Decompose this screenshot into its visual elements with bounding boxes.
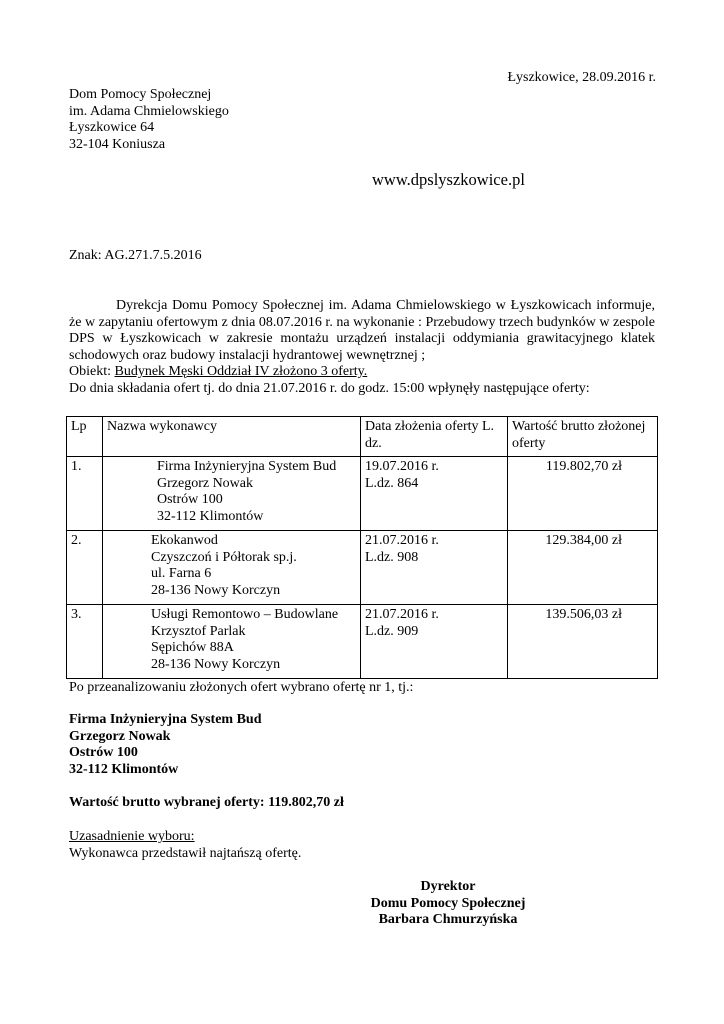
row-contractor [103, 457, 361, 531]
contractor-line: Czyszczoń i Półtorak sp.j. [151, 549, 297, 565]
row-date [361, 457, 508, 531]
selected-offer-total: Wartość brutto wybranej oferty: 119.802,70 zł [69, 795, 344, 810]
justification [69, 829, 301, 862]
object-value: Budynek Męski Oddział IV złożono 3 oferty. [114, 364, 368, 379]
offer-date: 19.07.2016 r. [365, 459, 439, 474]
header-name: Nazwa wykonawcy [103, 417, 361, 457]
signature-line: Domu Pomocy Społecznej [370, 895, 526, 911]
contractor-line: ul. Farna 6 [151, 566, 212, 581]
row-contractor [103, 531, 361, 605]
winner-line: Grzegorz Nowak [69, 728, 171, 744]
justification-text: Wykonawca przedstawił najtańszą ofertę. [69, 845, 302, 861]
offer-ldz: L.dz. 909 [365, 623, 419, 639]
row-lp: 3. [67, 605, 103, 679]
sender-address [69, 87, 229, 153]
intro-section [69, 298, 655, 397]
table-row [67, 457, 658, 531]
header-lp: Lp [67, 417, 103, 457]
table-row [67, 531, 658, 605]
reference-number: Znak: AG.271.7.5.2016 [69, 248, 202, 263]
contractor-line: Sępichów 88A [151, 640, 234, 655]
sender-line: Łyszkowice 64 [69, 120, 155, 135]
signature-line: Barbara Chmurzyńska [378, 912, 518, 927]
row-lp: 1. [67, 457, 103, 531]
winner-line: Firma Inżynieryjna System Bud [69, 712, 262, 727]
contractor-line: Usługi Remontowo – Budowlane [151, 607, 339, 622]
winner-line: 32-112 Klimontów [69, 761, 179, 777]
object-line [69, 364, 655, 381]
contractor-line: 28-136 Nowy Korczyn [151, 582, 281, 598]
website: www.dpslyszkowice.pl [372, 170, 525, 189]
sender-line: im. Adama Chmielowskiego [69, 103, 229, 119]
header-value: Wartość brutto złożonej oferty [508, 417, 658, 457]
contractor-line: Ekokanwod [151, 533, 218, 548]
signature-block [360, 879, 536, 929]
offer-ldz: L.dz. 908 [365, 549, 419, 565]
sender-line: 32-104 Koniusza [69, 136, 166, 152]
row-lp: 2. [67, 531, 103, 605]
object-label: Obiekt: [69, 364, 115, 379]
sender-line: Dom Pomocy Społecznej [69, 87, 212, 102]
header-date: Data złożenia oferty L. dz. [361, 417, 508, 457]
offer-ldz: L.dz. 864 [365, 475, 419, 491]
row-value: 129.384,00 zł [508, 531, 658, 605]
contractor-line: 32-112 Klimontów [157, 508, 264, 524]
row-contractor [103, 605, 361, 679]
contractor-line: Ostrów 100 [157, 492, 223, 507]
signature-line: Dyrektor [420, 879, 476, 894]
table-header-row [67, 417, 658, 457]
offers-table [66, 416, 658, 679]
offer-date: 21.07.2016 r. [365, 607, 439, 622]
justification-title: Uzasadnienie wyboru: [69, 829, 195, 844]
row-date [361, 605, 508, 679]
intro-paragraph: Dyrekcja Domu Pomocy Społecznej im. Adama Chmielowskiego w Łyszkowicach informuje, że w zapytaniu ofertowym z dnia 08.07.2016 r. na wykonanie : Przebudowy trzech budynków w zespole DPS w Łyszkowicach w zakresie montażu urządzeń instalacji oddymiania grawitacyjnego klatek schodowych oraz budowy instalacji hydrantowej wewnętrznej ; [69, 298, 655, 363]
offer-date: 21.07.2016 r. [365, 533, 439, 548]
table-row [67, 605, 658, 679]
row-date [361, 531, 508, 605]
row-value: 139.506,03 zł [508, 605, 658, 679]
winner-address [69, 712, 262, 778]
selection-statement: Po przeanalizowaniu złożonych ofert wybrano ofertę nr 1, tj.: [69, 680, 414, 695]
row-value: 119.802,70 zł [508, 457, 658, 531]
contractor-line: Grzegorz Nowak [157, 475, 254, 491]
contractor-line: 28-136 Nowy Korczyn [151, 656, 281, 672]
contractor-line: Firma Inżynieryjna System Bud [157, 459, 337, 474]
place-date: Łyszkowice, 28.09.2016 r. [507, 70, 656, 85]
contractor-line: Krzysztof Parlak [151, 623, 246, 639]
deadline-line: Do dnia składania ofert tj. do dnia 21.07.2016 r. do godz. 15:00 wpłynęły następujące oferty: [69, 380, 590, 396]
winner-line: Ostrów 100 [69, 745, 138, 760]
